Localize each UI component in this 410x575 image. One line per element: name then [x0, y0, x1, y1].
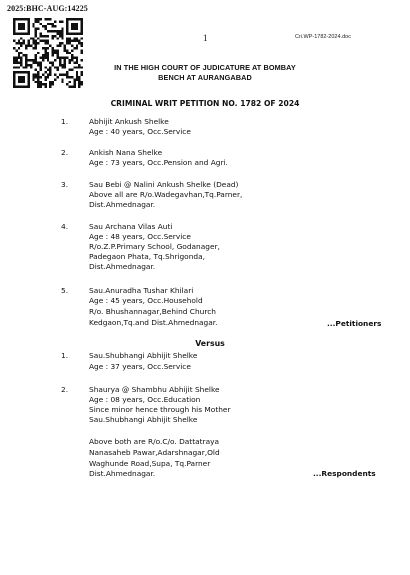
court-name: IN THE HIGH COURT OF JUDICATURE AT BOMBAY	[114, 63, 296, 72]
respondent-2-detail: Age : 08 years, Occ.Education	[89, 395, 201, 404]
petitioner-5-number: 5.	[61, 286, 69, 295]
petitioner-1-name: Abhijit Ankush Shelke	[89, 117, 169, 126]
petitioner-3-address: Above all are R/o.Wadegavhan,Tq.Parner,	[89, 190, 243, 199]
respondents-address-4: Dist.Ahmednagar.	[89, 469, 156, 478]
petitioner-1-number: 1.	[61, 117, 69, 126]
respondent-2-guardian: Since minor hence through his Mother	[89, 405, 231, 414]
petitioner-4-address: R/o.Z.P.Primary School, Godanager,	[89, 242, 220, 251]
petitioner-4-detail: Age : 48 years, Occ.Service	[89, 232, 191, 241]
respondents-address-2: Nanasaheb Pawar,Adarshnagar,Old	[89, 448, 220, 457]
neutral-citation: 2025:BHC-AUG:14225	[7, 4, 88, 13]
respondent-2-mother: Sau.Shubhangi Abhijit Shelke	[89, 415, 198, 424]
respondent-1-detail: Age : 37 years, Occ.Service	[89, 362, 191, 371]
petitioner-4-number: 4.	[61, 222, 69, 231]
petitioners-label: ...Petitioners	[327, 319, 382, 328]
petitioner-3-district: Dist.Ahmednagar.	[89, 200, 156, 209]
respondents-address-3: Waghunde Road,Supa, Tq.Parner	[89, 459, 211, 468]
petitioner-1-detail: Age : 40 years, Occ.Service	[89, 127, 191, 136]
petitioner-5-district: Kedgaon,Tq.and Dist.Ahmednagar.	[89, 318, 218, 327]
respondent-2-number: 2.	[61, 385, 69, 394]
respondent-1-name: Sau.Shubhangi Abhijit Shelke	[89, 351, 198, 360]
petitioner-3-number: 3.	[61, 180, 69, 189]
petitioner-4-district: Dist.Ahmednagar.	[89, 262, 156, 271]
court-bench: BENCH AT AURANGABAD	[158, 73, 252, 82]
petitioner-5-address: R/o. Bhushannagar,Behind Church	[89, 307, 216, 316]
respondent-2-name: Shaurya @ Shambhu Abhijit Shelke	[89, 385, 220, 394]
document-reference: Cri.WP-1782-2024.doc	[295, 34, 351, 40]
respondents-address-1: Above both are R/o.C/o. Dattatraya	[89, 437, 220, 446]
petitioner-2-detail: Age : 73 years, Occ.Pension and Agri.	[89, 158, 228, 167]
petitioner-4-name: Sau Archana Vilas Auti	[89, 222, 173, 231]
page-number: 1	[203, 33, 208, 43]
petitioner-3-name: Sau Bebi @ Nalini Ankush Shelke (Dead)	[89, 180, 239, 189]
petitioner-2-name: Ankish Nana Shelke	[89, 148, 163, 157]
petitioner-4-address-2: Padegaon Phata, Tq.Shrigonda,	[89, 252, 205, 261]
respondents-label: ...Respondents	[313, 469, 376, 478]
case-title: CRIMINAL WRIT PETITION NO. 1782 OF 2024	[110, 99, 300, 108]
petitioner-2-number: 2.	[61, 148, 69, 157]
petitioner-5-detail: Age : 45 years, Occ.Household	[89, 296, 203, 305]
versus-heading: Versus	[195, 339, 225, 348]
respondent-1-number: 1.	[61, 351, 69, 360]
petitioner-5-name: Sau.Anuradha Tushar Khilari	[89, 286, 194, 295]
